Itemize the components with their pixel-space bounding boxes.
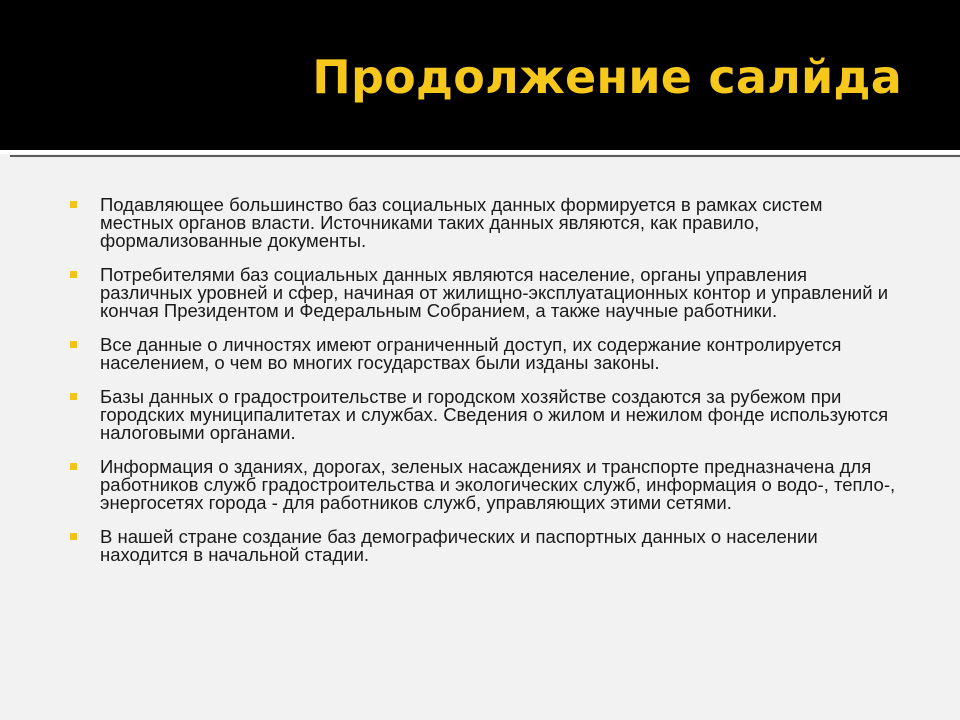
bullet-list	[70, 196, 900, 580]
bullet-square-icon	[70, 201, 77, 208]
bullet-item	[70, 336, 900, 372]
bullet-square-icon	[70, 533, 77, 540]
bullet-item	[70, 458, 900, 512]
bullet-square-icon	[70, 393, 77, 400]
bullet-item	[70, 266, 900, 320]
bullet-item	[70, 388, 900, 442]
bullet-text: В нашей стране создание баз демографических и паспортных данных о населении находится в начальной стадии.	[100, 526, 818, 565]
divider-light	[0, 150, 960, 154]
bullet-square-icon	[70, 271, 77, 278]
title-band	[0, 0, 960, 150]
slide-title: Продолжение салйда	[312, 50, 902, 104]
bullet-text: Информация о зданиях, дорогах, зеленых насаждениях и транспорте предназначена для работников служб градостроительства и экологических служб, информация о водо-, тепло-, энергосетях города - для работников служб, управляющих этими сетями.	[100, 456, 896, 513]
bullet-text: Подавляющее большинство баз социальных данных формируется в рамках систем местных органов власти. Источниками таких данных являются, как правило, формализованные документы.	[100, 194, 823, 251]
bullet-square-icon	[70, 341, 77, 348]
bullet-text: Все данные о личностях имеют ограниченный доступ, их содержание контролируется населением, о чем во многих государствах были изданы законы.	[100, 334, 842, 373]
bullet-text: Потребителями баз социальных данных являются население, органы управления различных уровней и сфер, начиная от жилищно-эксплуатационных контор и управлений и кончая Президентом и Федеральным Собранием, а также научные работники.	[100, 264, 889, 321]
bullet-item	[70, 528, 900, 564]
divider-dark	[10, 155, 960, 157]
bullet-item	[70, 196, 900, 250]
bullet-text: Базы данных о градостроительстве и городском хозяйстве создаются за рубежом при городских муниципалитетах и службах. Сведения о жилом и нежилом фонде используются налоговыми органами.	[100, 386, 889, 443]
bullet-square-icon	[70, 463, 77, 470]
